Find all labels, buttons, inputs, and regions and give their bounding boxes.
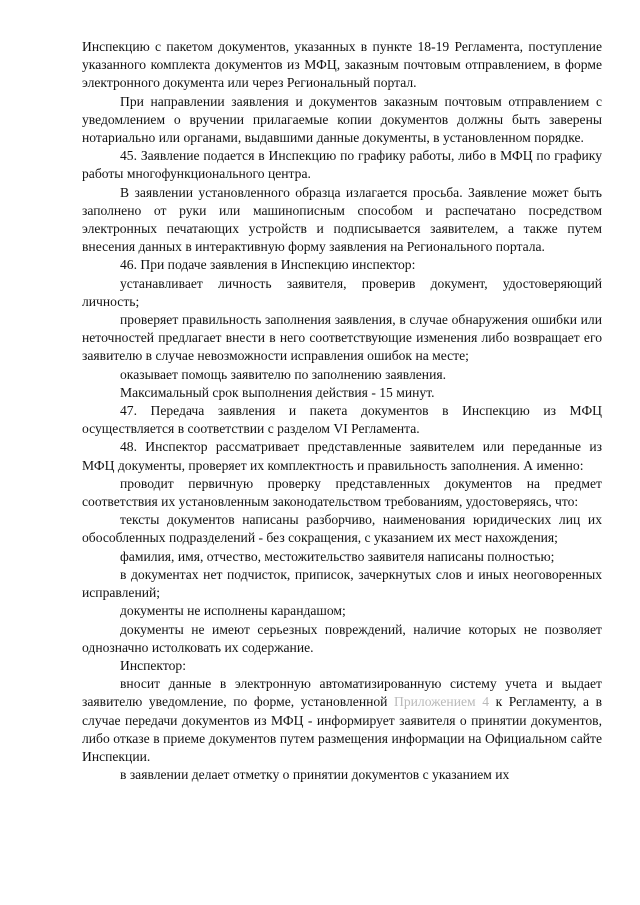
document-body [82,38,602,784]
paragraph-last: в заявлении делает отметку о принятии документов с указанием их [120,767,510,783]
paragraph: Инспектор: [120,657,186,673]
paragraph: оказывает помощь заявителю по заполнению заявления. [120,366,447,382]
paragraph: При направлении заявления и документов заказным почтовым отправлением с уведомлением о вручении прилагаемые копии документов должны быть заверены нотариально или органами, выдавшими данные документы, в установленном порядке. [82,93,602,146]
paragraph: проверяет правильность заполнения заявления, в случае обнаружения ошибки или неточностей предлагает внести в него соответствующие изменения либо возвращает его заявителю в случае невозможности исправления ошибок на месте; [82,312,602,364]
appendix-reference: Приложением 4 [394,694,489,710]
paragraph: 46. При подаче заявления в Инспекцию инспектор: [120,257,416,273]
paragraph: тексты документов написаны разборчиво, наименования юридических лиц их обособленных подразделений - без сокращения, с указанием их мест нахождения; [82,512,602,546]
paragraph: проводит первичную проверку представленных документов на предмет соответствия их установленным законодательством требованиям, удостоверяясь, что: [82,475,602,510]
paragraph-notice [82,675,602,766]
paragraph: 47. Передача заявления и пакета документов в Инспекцию из МФЦ осуществляется в соответствии с разделом VI Регламента. [82,403,602,437]
notice-text-after: к Регламенту, а в случае передачи документов из МФЦ - информирует заявителя о принятии документов, либо отказе в приеме документов путем размещения информации на Официальном сайте Инспекции. [82,694,603,764]
notice-text-before: вносит данные в электронную автоматизированную систему учета и выдает заявителю уведомление, по форме, установленной [82,676,602,710]
paragraph: документы не имеют серьезных повреждений, наличие которых не позволяет однозначно истолковать их содержание. [82,621,602,655]
paragraph: 45. Заявление подается в Инспекцию по графику работы, либо в МФЦ по графику работы многофункционального центра. [82,148,602,182]
paragraph: В заявлении установленного образца излагается просьба. Заявление может быть заполнено от руки или машинописным способом и распечатано посредством электронных печатающих устройств и подписывается заявителем, а также путем внесения данных в интерактивную форму заявления на Регионального портала. [82,184,602,255]
paragraph: в документах нет подчисток, приписок, зачеркнутых слов и иных неоговоренных исправлений; [82,566,602,601]
paragraph: Максимальный срок выполнения действия - 15 минут. [120,384,435,400]
paragraph: документы не исполнены карандашом; [120,603,346,619]
paragraph: фамилия, имя, отчество, местожительство заявителя написаны полностью; [120,548,555,564]
paragraph: Инспекцию с пакетом документов, указанных в пункте 18-19 Регламента, поступление указанного комплекта документов из МФЦ, заказным почтовым отправлением, в форме электронного документа или через Региональный портал. [82,39,602,91]
paragraph: устанавливает личность заявителя, проверив документ, удостоверяющий личность; [82,275,602,309]
paragraph: 48. Инспектор рассматривает представленные заявителем или переданные из МФЦ документы, проверяет их комплектность и правильность заполнения. А именно: [82,439,602,473]
